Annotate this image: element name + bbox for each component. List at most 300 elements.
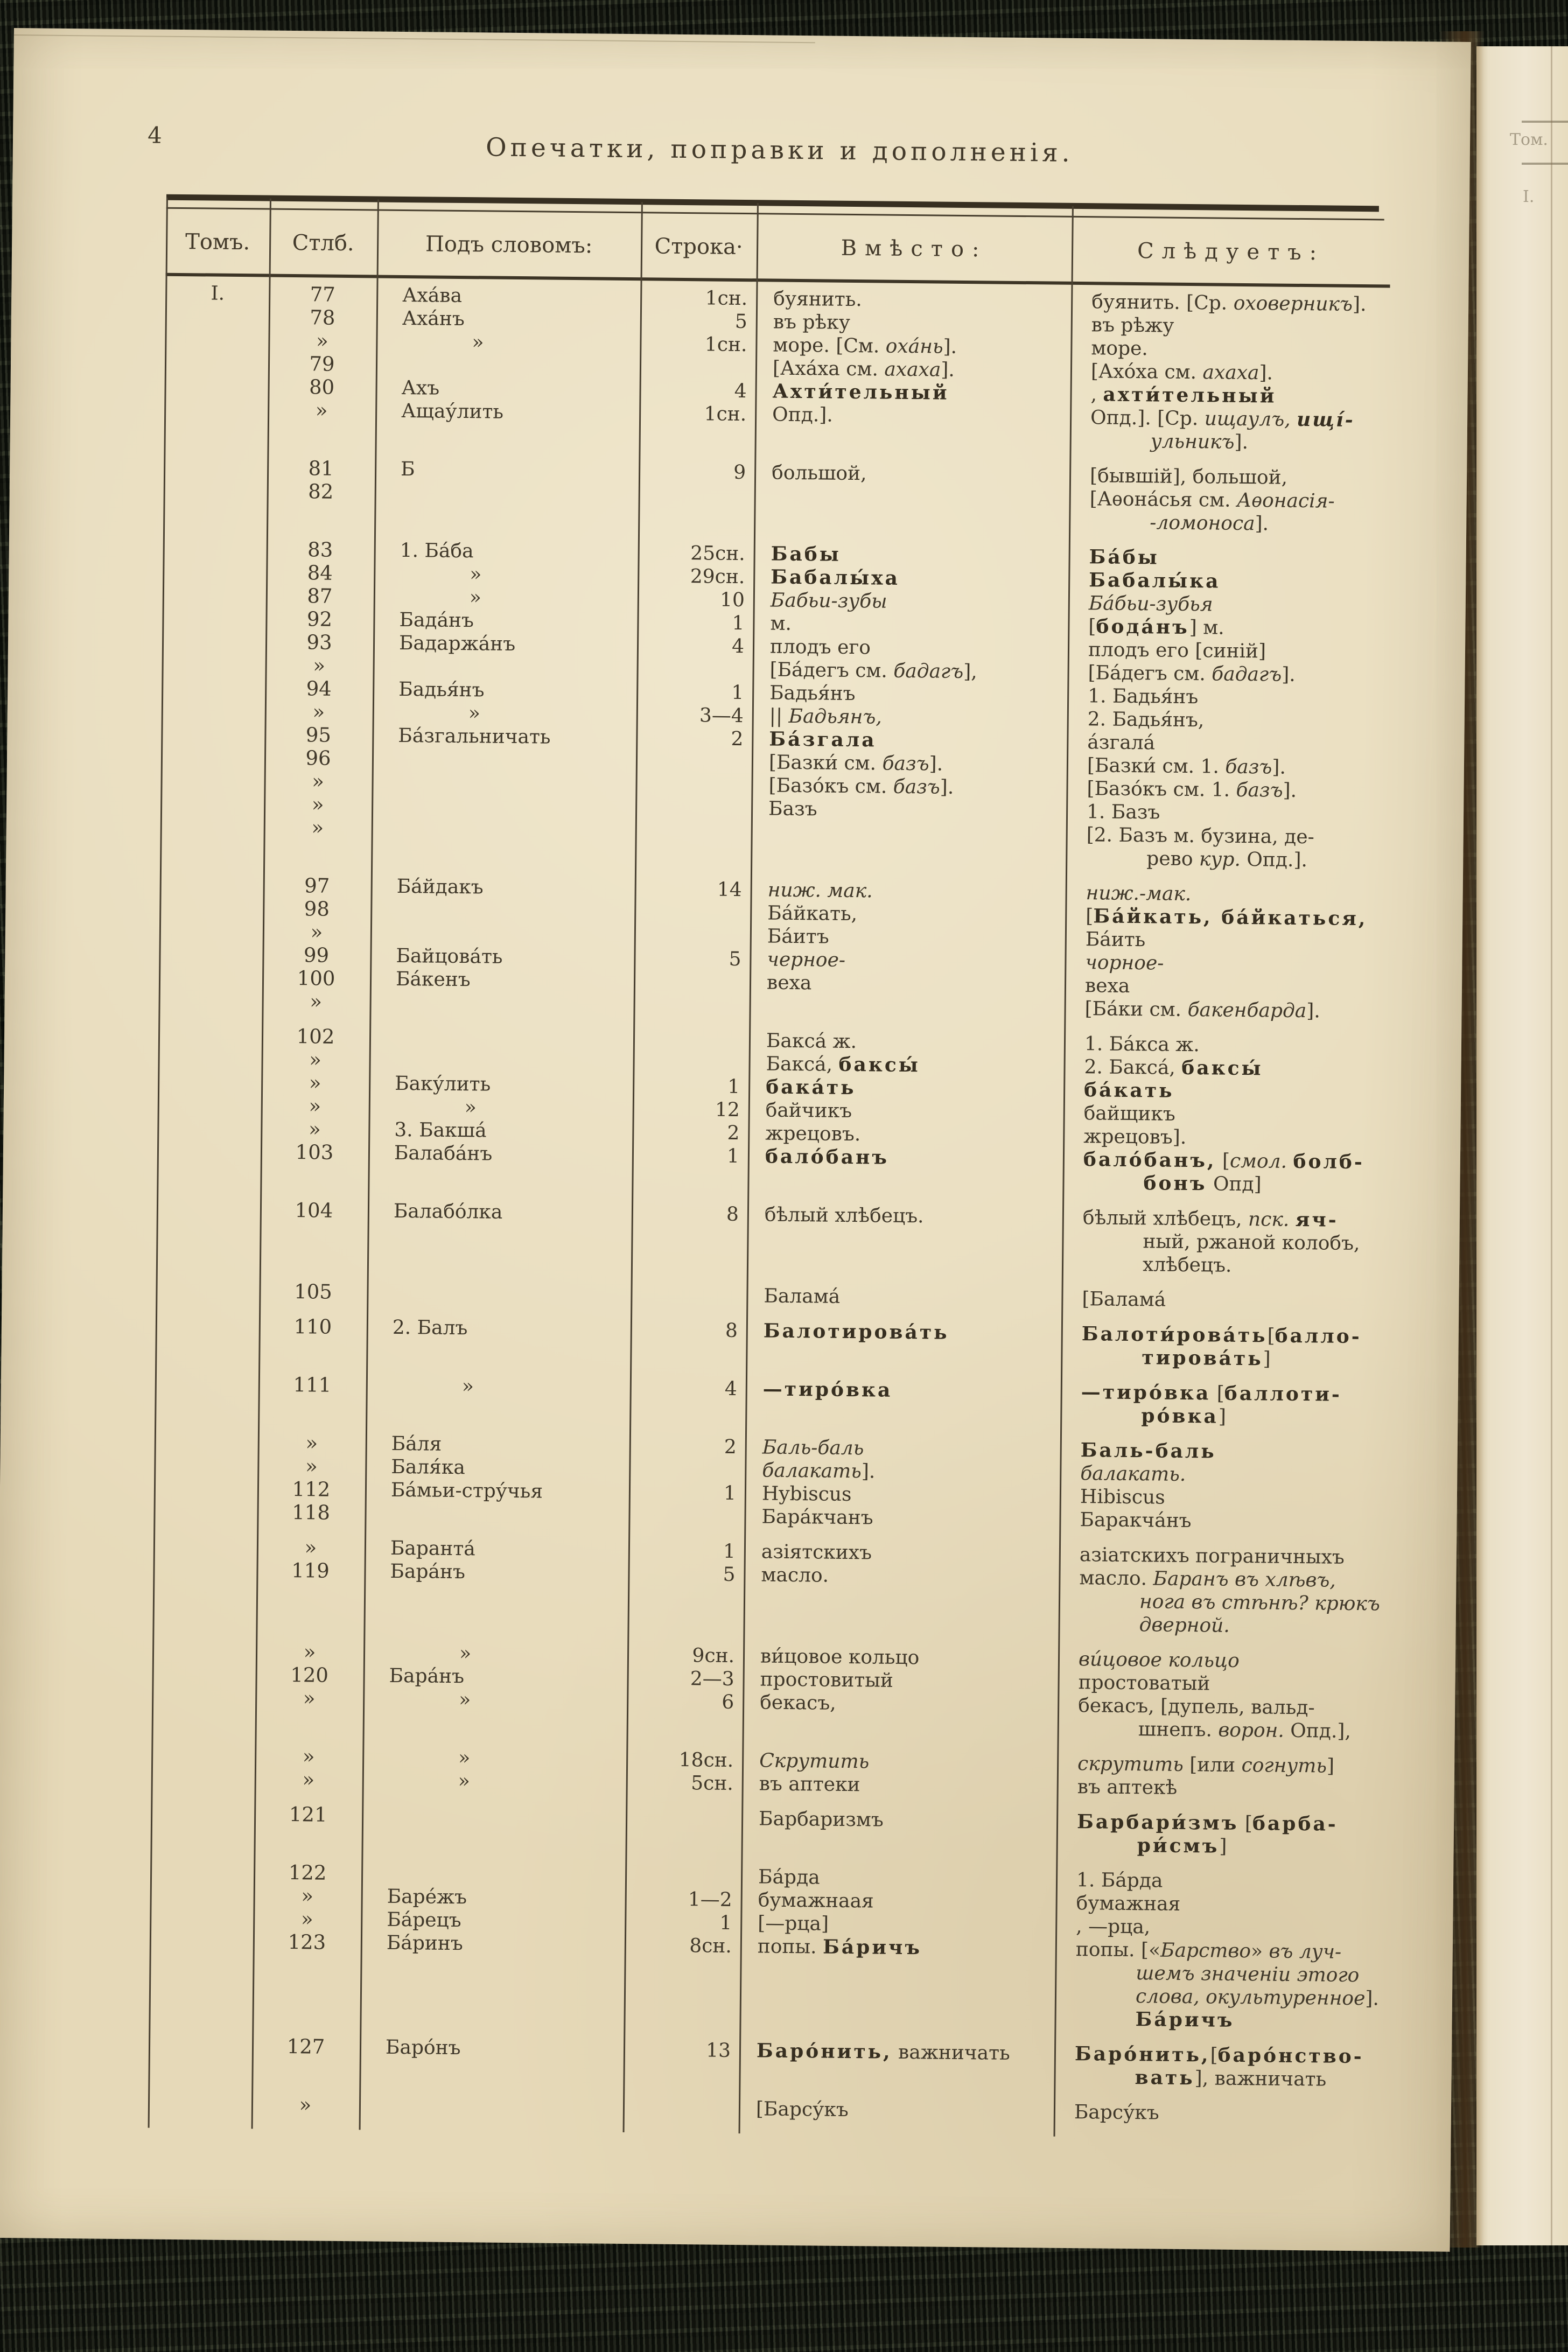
text-segment: Баранта́ — [390, 1537, 475, 1560]
cell-c1 — [150, 2034, 252, 2058]
text-segment: бака́ть — [765, 1075, 856, 1100]
cell-c2: » — [309, 1048, 322, 1072]
cell-c5 — [746, 1284, 1061, 1311]
cell-c5 — [753, 612, 1068, 638]
cell-c6 — [1067, 754, 1385, 780]
cell-c2: 81 — [308, 457, 334, 480]
text-segment: , — [1090, 383, 1103, 406]
cell-c3 — [371, 839, 635, 865]
cell-c1 — [162, 815, 264, 839]
text-segment: ахаха — [884, 358, 941, 381]
text-segment: балло- — [1275, 1324, 1362, 1348]
cell-c5 — [748, 1075, 1063, 1102]
cell-c4: 1сн. — [704, 333, 747, 356]
cell-c3 — [373, 608, 637, 634]
text-segment: » — [468, 702, 481, 725]
cell-c1 — [165, 421, 268, 445]
text-segment: бода́нъ — [1096, 615, 1189, 639]
text-segment: азіятскихъ — [761, 1541, 872, 1564]
cell-c4 — [634, 970, 750, 994]
cell-c3 — [367, 1245, 631, 1271]
text-segment: [Барсу́къ — [755, 2098, 849, 2122]
text-segment: [Базо́къ см. — [768, 774, 893, 798]
cell-c1 — [154, 1558, 256, 1582]
cell-c4: 12 — [715, 1098, 740, 1122]
cell-c5 — [740, 1958, 1055, 1984]
cell-c1 — [155, 1453, 257, 1478]
text-segment: 1. Бадья́нъ — [1087, 685, 1199, 709]
text-segment: » — [1250, 1940, 1269, 1963]
cell-c4 — [623, 2061, 739, 2085]
cell-c1 — [163, 699, 265, 723]
cell-c5 — [743, 1714, 1058, 1740]
cell-c3 — [361, 1908, 625, 1934]
cell-c5 — [750, 925, 1065, 951]
cell-c2 — [260, 1221, 367, 1245]
cell-c2 — [256, 1581, 364, 1606]
cell-c3 — [368, 1164, 632, 1190]
cell-c2: 78 — [310, 306, 335, 330]
text-segment: [Ба́дегъ см. — [769, 659, 894, 682]
cell-c4 — [631, 1248, 747, 1272]
cell-c5 — [753, 565, 1068, 592]
cell-c4: 4 — [731, 635, 745, 658]
cell-c4: 4 — [734, 380, 747, 403]
text-segment: ]. — [1283, 779, 1297, 802]
cell-c2: 79 — [309, 352, 335, 376]
cell-c5 — [755, 333, 1070, 360]
cell-c1 — [166, 328, 268, 352]
cell-c6 — [1070, 406, 1389, 432]
cell-c5 — [752, 681, 1067, 708]
text-segment: въ рѣку — [773, 311, 851, 334]
cell-c3 — [361, 1861, 625, 1887]
cell-c5 — [750, 948, 1065, 974]
text-segment: ищаулъ, — [1204, 408, 1297, 431]
text-segment: болб- — [1293, 1150, 1365, 1174]
page-title: Опечатки, поправки и дополненія. — [485, 132, 1074, 168]
cell-c3 — [369, 1095, 633, 1121]
cell-c1 — [157, 1314, 259, 1338]
text-segment: ]. — [1365, 1987, 1380, 2010]
cell-c5 — [754, 461, 1069, 487]
cell-c3 — [365, 1455, 629, 1481]
text-segment: баллоти- — [1224, 1382, 1342, 1406]
text-segment: [Ба́дегъ см. — [1088, 662, 1212, 685]
text-segment: яч- — [1295, 1208, 1339, 1231]
cell-c1 — [165, 479, 267, 503]
text-segment: [ — [1088, 615, 1096, 638]
cell-c4 — [630, 1341, 746, 1366]
text-segment: Балабо́лка — [393, 1200, 503, 1223]
text-segment: ], — [963, 660, 977, 683]
cell-c4 — [628, 1585, 744, 1609]
text-segment: плодъ его [синій] — [1088, 639, 1266, 663]
cell-c2: » — [309, 1094, 321, 1118]
cell-c4: 10 — [719, 589, 745, 612]
text-segment: ] — [1219, 1835, 1227, 1858]
text-segment: балакать. — [1080, 1462, 1186, 1486]
cell-c1 — [158, 1163, 260, 1187]
cell-c2: 83 — [307, 538, 333, 562]
column-header-word: Подъ словомъ: — [425, 232, 593, 258]
cell-c4: 6 — [722, 1691, 734, 1713]
cell-c1 — [162, 722, 264, 746]
text-segment: Ба́рда — [758, 1866, 820, 1889]
text-segment: || — [769, 705, 789, 727]
text-segment: Бадьянъ, — [788, 705, 883, 729]
cell-c1 — [157, 1244, 260, 1268]
cell-c4 — [627, 1713, 743, 1737]
cell-c6 — [1070, 337, 1389, 363]
text-segment: Бада́нъ — [399, 608, 474, 632]
cell-c5 — [747, 1226, 1062, 1252]
cell-c2 — [255, 1709, 363, 1733]
cell-c4: 14 — [717, 878, 742, 901]
column-header-line: Строка· — [654, 234, 743, 260]
text-segment: бумажная — [1076, 1892, 1181, 1915]
text-segment: ], важничать — [1194, 2067, 1327, 2091]
cell-c3 — [362, 1745, 626, 1771]
text-segment: оха́нь — [885, 335, 943, 358]
text-segment: ниж. мак. — [767, 879, 873, 902]
cell-c5 — [752, 704, 1067, 731]
cell-c2: 103 — [295, 1140, 334, 1164]
cell-c6 — [1060, 1485, 1378, 1511]
cell-c3 — [363, 1710, 627, 1736]
cell-c1 — [149, 2092, 251, 2116]
cell-c6 — [1068, 592, 1387, 618]
text-segment: [2. Базъ м. бузина, де- — [1086, 824, 1314, 849]
cell-c3 — [374, 585, 638, 611]
text-segment: азіатскихъ пограничныхъ — [1079, 1544, 1345, 1569]
cell-c1 — [152, 1802, 254, 1826]
text-segment: Ба́ля — [391, 1432, 442, 1455]
text-segment: бонъ — [1143, 1172, 1207, 1195]
column-header-tom: Томъ. — [185, 229, 250, 255]
text-segment: ]. — [1259, 362, 1273, 384]
cell-c2 — [260, 1163, 368, 1187]
text-segment: базъ — [1225, 755, 1272, 779]
cell-c5 — [743, 1644, 1058, 1671]
cell-c3 — [366, 1374, 630, 1399]
cell-c6 — [1060, 1404, 1379, 1430]
text-segment: масло. — [1079, 1567, 1153, 1590]
cell-c1 — [160, 919, 263, 943]
text-segment: ахаха — [1202, 361, 1259, 384]
text-segment: ]. — [929, 753, 943, 775]
cell-c6 — [1068, 569, 1387, 595]
cell-c3 — [372, 793, 635, 819]
cell-c5 — [754, 484, 1069, 510]
cell-c2: » — [311, 793, 324, 816]
cell-c3 — [360, 1954, 624, 1980]
cell-c4 — [635, 796, 751, 820]
text-segment: » — [458, 1770, 471, 1793]
text-segment: кур. — [1199, 848, 1241, 871]
cell-c2 — [254, 1825, 362, 1850]
cell-c1 — [163, 653, 265, 677]
text-segment: 3. Бакша́ — [394, 1118, 487, 1142]
cell-c4 — [633, 1028, 749, 1052]
cell-c2 — [260, 1244, 367, 1269]
cell-c1 — [150, 1999, 252, 2023]
text-segment: » — [459, 1689, 471, 1711]
cell-c2: 87 — [307, 584, 333, 608]
cell-c3 — [374, 562, 638, 587]
ghost-rule — [1522, 163, 1568, 165]
text-segment: черное- — [767, 948, 846, 971]
cell-c6 — [1061, 1322, 1380, 1349]
text-segment: Баранъ въ хлѣвъ, — [1153, 1567, 1336, 1592]
cell-c1 — [160, 896, 263, 920]
cell-c3 — [363, 1606, 627, 1632]
text-segment: жрецовъ. — [765, 1122, 861, 1146]
cell-c5 — [740, 1912, 1055, 1938]
cell-c1 — [151, 1906, 253, 1930]
cell-c4 — [640, 355, 755, 380]
cell-c3 — [368, 1141, 632, 1167]
text-segment: ]. — [943, 335, 957, 358]
cell-c2: 127 — [286, 2035, 325, 2059]
text-segment: Барство — [1160, 1939, 1251, 1963]
cell-c4 — [638, 506, 754, 530]
cell-c4 — [635, 773, 751, 797]
cell-c4 — [625, 1864, 741, 1888]
cell-c6 — [1062, 1229, 1381, 1256]
cell-c2: » — [303, 1640, 316, 1664]
text-segment: Ба́мьи-стру́чья — [390, 1479, 543, 1503]
cell-c4 — [628, 1504, 744, 1528]
cell-c6 — [1061, 1346, 1380, 1372]
text-segment: [бывшій], большой, — [1089, 465, 1288, 489]
text-segment: ви́цовое кольцо — [760, 1645, 920, 1669]
cell-c6 — [1058, 1671, 1376, 1697]
cell-c1 — [149, 2057, 251, 2081]
text-segment: Ба́бьи-зубья — [1088, 592, 1213, 616]
text-segment: ро́вка — [1141, 1404, 1219, 1428]
cell-c4: 1 — [727, 1075, 740, 1098]
text-segment: [ — [1238, 1812, 1253, 1835]
cell-c2: 82 — [308, 480, 334, 503]
text-segment: Ба́йкать, — [767, 902, 858, 926]
cell-c4: 1сн. — [705, 287, 748, 310]
text-segment: пск. — [1248, 1208, 1290, 1231]
cell-c2: 102 — [296, 1025, 335, 1048]
text-segment: Барбари́змъ — [1076, 1810, 1239, 1835]
cell-c5 — [753, 589, 1068, 615]
cell-c3 — [376, 330, 640, 355]
text-segment: Баро́нъ — [385, 2036, 461, 2060]
cell-c4 — [635, 819, 751, 843]
text-segment: Аѳонасія- — [1236, 489, 1335, 513]
cell-c3 — [363, 1664, 627, 1690]
text-segment: » — [464, 1096, 477, 1119]
cell-c2 — [253, 1953, 360, 1977]
cell-c3 — [363, 1641, 627, 1667]
cell-c6 — [1071, 313, 1390, 340]
cell-c4: 1 — [732, 612, 745, 635]
text-segment: ] м. — [1189, 617, 1224, 639]
cell-c6 — [1064, 997, 1383, 1024]
text-segment: [Базки́ см. 1. — [1087, 754, 1226, 778]
cell-c2: » — [310, 920, 323, 944]
cell-c1 — [159, 1047, 261, 1071]
cell-c3 — [361, 1931, 625, 1957]
table-row — [149, 2092, 1373, 2127]
cell-c3 — [374, 538, 638, 564]
cell-c5 — [749, 1029, 1064, 1055]
cell-c6 — [1055, 1984, 1380, 2011]
cell-c5 — [745, 1459, 1060, 1485]
cell-c5 — [739, 2004, 1054, 2031]
cell-c2: 111 — [293, 1373, 332, 1397]
cell-c2: 92 — [306, 607, 333, 631]
text-segment: масло. — [761, 1564, 829, 1587]
cell-c2: 96 — [305, 746, 331, 770]
cell-c5 — [740, 1888, 1055, 1915]
cell-c5 — [745, 1482, 1060, 1508]
cell-c1 — [151, 1929, 253, 1954]
text-segment: 1. Базъ — [1086, 801, 1160, 824]
text-segment: Ащау́лить — [401, 400, 504, 423]
cell-c6 — [1066, 846, 1384, 873]
cell-c3 — [362, 1826, 626, 1852]
text-segment: » — [469, 586, 482, 609]
text-segment: бадагъ — [893, 660, 964, 683]
cell-c1: I. — [211, 282, 225, 305]
cell-c6 — [1063, 1102, 1382, 1128]
text-segment: [Балама́ — [1082, 1288, 1166, 1311]
cell-c6 — [1065, 881, 1384, 908]
cell-c6 — [1057, 1752, 1376, 1779]
cell-c5 — [751, 820, 1066, 846]
text-segment: ] — [1218, 1405, 1227, 1428]
cell-c4: 1 — [719, 1912, 732, 1934]
text-segment: Ба́згала — [769, 727, 877, 752]
cell-c5 — [747, 1203, 1062, 1229]
text-segment: Аха́ва — [402, 284, 463, 307]
cell-c2: » — [305, 1431, 318, 1455]
cell-c3 — [365, 1536, 628, 1562]
cell-c2: » — [302, 1768, 315, 1791]
text-segment: шемъ значеніи этого — [1136, 1962, 1360, 1987]
cell-c5 — [753, 542, 1068, 569]
cell-c2: 112 — [292, 1478, 331, 1501]
text-segment: [Ба́ки см. — [1084, 998, 1188, 1021]
text-segment: ]. — [1272, 756, 1286, 779]
cell-c5 — [743, 1691, 1058, 1717]
cell-c1 — [162, 792, 264, 816]
cell-c4: 5 — [734, 310, 748, 333]
cell-c1 — [156, 1430, 258, 1454]
text-segment: Ба́бы — [1089, 545, 1160, 569]
text-segment: базъ — [1236, 779, 1283, 802]
cell-c6 — [1054, 2101, 1373, 2127]
text-segment: 1. Ба́рда — [1076, 1869, 1163, 1892]
cell-c1 — [155, 1500, 257, 1524]
cell-c2: » — [304, 1536, 317, 1559]
cell-c1 — [165, 374, 268, 398]
cell-c1 — [161, 873, 263, 897]
cell-c3 — [367, 1315, 631, 1341]
text-segment: въ аптекѣ — [1077, 1776, 1178, 1799]
text-segment: Баля́ка — [391, 1455, 466, 1479]
cell-c4 — [629, 1458, 745, 1482]
cell-c1 — [158, 1198, 260, 1222]
cell-c3 — [363, 1687, 627, 1713]
text-segment: Ба́ричъ — [1135, 2008, 1235, 2032]
cell-c3 — [360, 2000, 624, 2026]
table-body — [149, 282, 1390, 2127]
cell-c3 — [364, 1559, 628, 1585]
text-segment: ]. — [861, 1460, 876, 1483]
text-segment: Аха́нъ — [402, 307, 465, 331]
text-segment: бадагъ — [1212, 663, 1282, 686]
text-segment: Байцова́ть — [396, 944, 503, 968]
cell-c3 — [364, 1583, 628, 1608]
text-segment: Бадья́нъ — [769, 682, 856, 705]
cell-c3 — [372, 816, 635, 842]
cell-c6 — [1063, 1125, 1382, 1151]
cell-c2: 93 — [306, 631, 332, 654]
text-segment: Балаба́нъ — [394, 1142, 493, 1165]
text-segment: Бара́кчанъ — [761, 1506, 873, 1529]
cell-c5 — [739, 2039, 1054, 2066]
cell-c5 — [750, 878, 1065, 905]
text-segment: Баре́жъ — [387, 1885, 467, 1909]
cell-c6 — [1055, 1915, 1374, 1941]
text-segment: Ба́йдакъ — [396, 875, 484, 899]
cell-c6 — [1067, 731, 1385, 757]
cell-c1 — [163, 676, 265, 700]
cell-c5 — [744, 1586, 1059, 1613]
cell-c6 — [1063, 1055, 1382, 1082]
cell-c2: » — [310, 990, 323, 1013]
text-segment: Ба́кенъ — [395, 968, 471, 991]
cell-c1 — [158, 1116, 261, 1140]
cell-c3 — [359, 2094, 623, 2119]
text-segment: баро́нство- — [1217, 2043, 1364, 2068]
cell-c5 — [739, 2097, 1054, 2124]
cell-c2 — [256, 1605, 363, 1629]
cell-c4: 18сн. — [678, 1749, 734, 1772]
text-segment: Опд] — [1207, 1173, 1262, 1196]
cell-c4: 9 — [733, 461, 746, 484]
cell-c3 — [375, 376, 639, 402]
text-segment: Бакса́, — [766, 1053, 839, 1076]
cell-c2 — [258, 1396, 366, 1420]
cell-c6 — [1070, 360, 1389, 386]
cell-c5 — [742, 1749, 1057, 1775]
text-segment: [Ахо́ха см. — [1090, 360, 1203, 384]
text-segment: море. — [1091, 337, 1149, 360]
text-segment: , —рца, — [1076, 1915, 1151, 1938]
text-segment: согнуть — [1241, 1754, 1327, 1777]
text-segment: ниж.-мак. — [1086, 882, 1192, 906]
text-segment: [ — [1210, 2044, 1218, 2067]
text-segment: Бара́нъ — [390, 1560, 466, 1584]
cell-c2: » — [312, 700, 325, 724]
cell-c6 — [1058, 1717, 1376, 1744]
cell-c5 — [741, 1830, 1056, 1857]
text-segment: Опд.]. — [772, 403, 833, 426]
cell-c2: 123 — [288, 1930, 326, 1954]
cell-c4: 1—2 — [688, 1888, 732, 1911]
cell-c5 — [751, 843, 1066, 870]
cell-c1 — [159, 1070, 261, 1094]
cell-c4: 1 — [723, 1540, 736, 1563]
